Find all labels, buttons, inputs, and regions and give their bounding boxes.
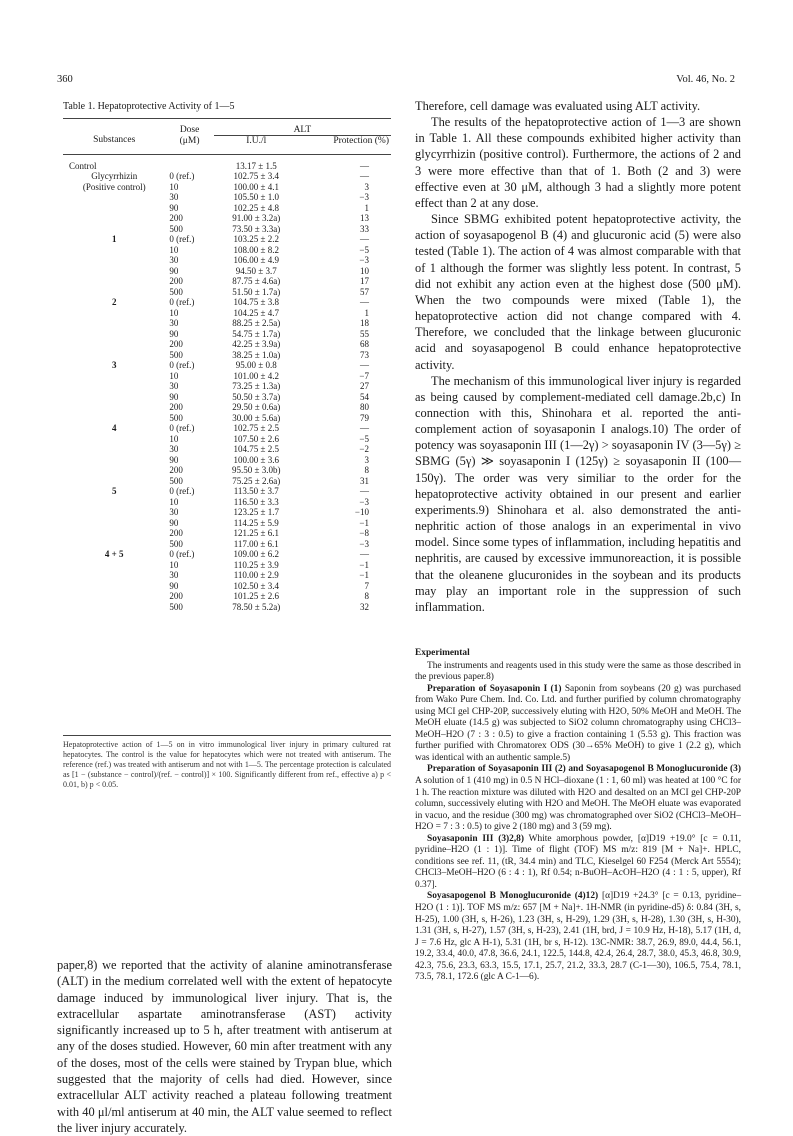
- subsection-text: Saponin from soybeans (20 g) was purchased from Wako Pure Chem. Ind. Co. Ltd. and further purified by column chromatography using MCI gel CHP-20P, successively eluting with H2O, 50% MeOH and MeOH. The MeOH eluate (14.5 g) was subjected to SiO2 column chromatography using CHCl3–MeOH–H2O (7 : 3 : 0.5) to give a fraction containing 1 (5.53 g). This fraction was further purified with Chromatorex ODS (30→65% MeOH) to give 1 (2.2 g), which was identical with an authentic sample.5): [415, 683, 741, 763]
- experimental-section: [415, 648, 741, 984]
- right-column-text: [415, 98, 741, 615]
- table-group-row: 4 + 5 0 (ref.) 10 30 90 200 500 109.00 ± 6.2 110.25 ± 3.9 110.00 ± 2.9 102.50 ± 3.4 101.25 ± 2.6 78.50 ± 5.2a) — −1 −1 7 8 32: [63, 549, 391, 618]
- group-label: 4: [111, 423, 117, 433]
- paragraph: Since SBMG exhibited potent hepatoprotective activity, the action of soyasapogenol B (4) and glucuronic acid (5) were also tested (Table 1). The action of 4 was almost comparable with that of 1 although the former was slightly less potent. In contrast, 5 did not exhibit any action even at the highest dose (500 μM). When the two compounds were mixed (Table 1), the hepatoprotective action did not change compared with 4. Therefore, we concluded that the linkage between glucuronic acid and soyasapogenol B could enhance hepatoprotective activity.: [415, 212, 741, 372]
- left-column-text: paper,8) we reported that the activity of alanine aminotransferase (ALT) in the medium correlated well with the extent of hepatocyte damage induced by immunological liver injury. That is, the extracellular aspartate aminotransferase (AST) activity significantly increased up to 5 h, after treatment with antiserum at any of the doses studied. However, 60 min after treatment with any of the doses, most of the cells were stained by Trypan blue, which suggested that the majority of cells had died. However, since extracellular ALT activity reached a plateau following treatment with 40 μl/ml antiserum at 40 min, the ALT value seemed to reflect the liver injury accurately.: [57, 958, 392, 1135]
- subsection: [415, 764, 741, 833]
- paragraph: Therefore, cell damage was evaluated using ALT activity.: [415, 99, 701, 113]
- subsection-heading: Soyasapogenol B Monoglucuronide (4)12): [427, 891, 599, 902]
- subsection-heading: Preparation of Soyasaponin I (1): [427, 683, 562, 694]
- subsection-heading: Soyasaponin III (3)2,8): [427, 833, 524, 844]
- row-label-control: Control: [69, 161, 97, 171]
- page-number: 360: [57, 74, 73, 85]
- table-caption: Table 1. Hepatoprotective Activity of 1—5: [63, 101, 235, 112]
- group-label: 3: [111, 360, 117, 370]
- col-dose: Dose: [179, 125, 200, 136]
- group-label: 1: [111, 234, 117, 244]
- table-group-row: 3 0 (ref.) 10 30 90 200 500 95.00 ± 0.8 101.00 ± 4.2 73.25 ± 1.3a) 50.50 ± 3.7a) 29.50 ± 0.6a) 30.00 ± 5.6a) — −7 27 54 80 79: [63, 360, 391, 423]
- col-iu: I.U./l: [246, 136, 267, 146]
- col-dose-unit: (μM): [179, 135, 200, 146]
- table-group-row: 2 0 (ref.) 10 30 90 200 500 104.75 ± 3.8 104.25 ± 4.7 88.25 ± 2.5a) 54.75 ± 1.7a) 42.25 ± 3.9a) 38.25 ± 1.0a) — 1 18 55 68 73: [63, 297, 391, 360]
- paragraph: The results of the hepatoprotective action of 1—3 are shown in Table 1. All these compounds exhibited higher activity than glycyrrhizin (positive control). Furthermore, the actions of 2 and 3 were more effective than that of 1. Both (2 and 3) were effective even at 30 μM, although 3 had a slightly more potent effect than 2 at any dose.: [415, 115, 741, 210]
- col-protection: Protection (%): [333, 136, 389, 146]
- subsection: [415, 891, 741, 983]
- hepatoprotective-table: [63, 118, 391, 618]
- group-label-sub: (Positive control): [82, 181, 146, 192]
- section-title: Experimental: [415, 648, 470, 658]
- subsection: [415, 834, 741, 892]
- table-footnote: Hepatoprotective action of 1—5 on in vitro immunological liver injury in primary cultured rat hepatocytes. The control is the value for hepatocytes which were not treated with antiserum. The reference (ref.) was treated with antiserum and not with 1—5. The percentage protection is calculated as [1 − (substance − control)/(ref. − control)] × 100. Significantly different from ref., effective a) p < 0.01, b) p < 0.05.: [63, 740, 391, 789]
- subsection-text: [α]D19 +24.3° [c = 0.13, pyridine–H2O (1 : 1)]. TOF MS m/z: 657 [M + Na]+. 1H-NMR (in pyridine-d5) δ: 0.84 (3H, s, H-25), 1.00 (3H, s, H-26), 1.23 (3H, s, H-29), 1.29 (3H, s, H-28), 1.30 (3H, s, H-30), 1.31 (3H, s, H-27), 1.57 (3H, s, H-23), 2.41 (1H, brd, J = 10.9 Hz, H-18), 5.17 (1H, d, J = 7.6 Hz, glc A H-1), 5.31 (1H, br s, H-12). 13C-NMR: 38.7, 26.9, 89.0, 44.4, 56.1, 19.2, 33.4, 40.0, 47.8, 36.6, 24.1, 122.5, 144.8, 42.4, 26.4, 28.7, 38.0, 45.3, 46.8, 30.9, 42.3, 75.6, 23.3, 63.3, 15.5, 17.1, 25.7, 21.2, 33.3, 28.7 (C-1—30), 106.5, 75.4, 78.1, 73.5, 78.1, 172.6 (glc A C-1—6).: [415, 891, 742, 983]
- subsection-text: A solution of 1 (410 mg) in 0.5 N HCl–dioxane (1 : 1, 60 ml) was heated at 100 °C for 1 h. The reaction mixture was diluted with H2O and desalted on an MCI gel CHP-20P column, successively eluting with H2O and MeOH. The MeOH eluate was evaporated in vacuo, and the residue (300 mg) was chromatographed over SiO2 (CHCl3–MeOH–H2O = 7 : 3 : 0.5) to give 2 (180 mg) and 3 (59 mg).: [415, 776, 741, 833]
- subsection-heading: Preparation of Soyasaponin III (2) and Soyasapogenol B Monoglucuronide (3): [427, 764, 741, 775]
- group-label: Glycyrrhizin: [91, 171, 138, 181]
- table-group-row: 1 0 (ref.) 10 30 90 200 500 103.25 ± 2.2 108.00 ± 8.2 106.00 ± 4.9 94.50 ± 3.7 87.75 ± 4.6a) 51.50 ± 1.7a) — −5 −3 10 17 57: [63, 234, 391, 297]
- paragraph: The mechanism of this immunological liver injury is regarded as being caused by complement-mediated cell damage.2b,c) In connection with this, Shinohara et al. reported the anti-complement action of soyasaponin I analogs.10) The order of potency was soyasaponin III (1—2γ) > soyasaponin IV (3—5γ) ≥ SBMG (5γ) ≫ soyasaponin I (125γ) ≥ soyasaponin II (100—150γ). The order was very similiar to the order for the hepatoprotective activity obtained in our present and earlier experiments.9) Shinohara et al. also demonstrated the anti-nephritic action of those analogs in an experimental in vivo model. Since some types of inflammation, including hepatitis and nephritis, are caused by excessive immunoreaction, it is possible that the oleanene glucuronides in the soybean and its products may play an important role in the suppression of such inflammation.: [415, 373, 741, 614]
- group-label: 2: [111, 297, 117, 307]
- table-group-row: 5 0 (ref.) 10 30 90 200 500 113.50 ± 3.7 116.50 ± 3.3 123.25 ± 1.7 114.25 ± 5.9 121.25 ± 6.1 117.00 ± 6.1 — −3 −10 −1 −8 −3: [63, 486, 391, 549]
- col-alt: ALT: [214, 119, 391, 136]
- subsection: [415, 684, 741, 765]
- paragraph: The instruments and reagents used in this study were the same as those described in the previous paper.8): [415, 660, 741, 683]
- subsection-text: White amorphous powder, [α]D19 +19.0° [c = 0.11, pyridine–H2O (1 : 1)]. Time of flight (TOF) MS m/z: 819 [M + Na]+. HPLC, conditions see ref. 11, (tR, 34.4 min) and TLC, Kieselgel 60 F254 (Merck Art 5554); CHCl3–MeOH–H2O (6 : 4 : 1), Rf 0.54; n-BuOH–AcOH–H2O (4 : 1 : 5, upper), Rf 0.37].: [415, 833, 741, 890]
- table-bottom-rule: [63, 735, 391, 736]
- group-label: 4 + 5: [104, 549, 124, 559]
- control-iu: 13.17 ± 1.5: [235, 161, 277, 171]
- group-label: 5: [111, 486, 117, 496]
- table-group-row: 4 0 (ref.) 10 30 90 200 500 102.75 ± 2.5 107.50 ± 2.6 104.75 ± 2.5 100.00 ± 3.6 95.50 ± 3.0b) 75.25 ± 2.6a) — −5 −2 3 8 31: [63, 423, 391, 486]
- table-group-row: Glycyrrhizin (Positive control) 0 (ref.) 10 30 90 200 500 102.75 ± 3.4 100.00 ± 4.1 105.50 ± 1.0 102.25 ± 4.8 91.00 ± 3.2a) 73.50 ± 3.3a) — 3 −3 1 13 33: [63, 171, 391, 234]
- control-protection: —: [360, 161, 369, 171]
- col-substances: Substances: [93, 134, 136, 145]
- journal-volume: Vol. 46, No. 2: [676, 74, 735, 85]
